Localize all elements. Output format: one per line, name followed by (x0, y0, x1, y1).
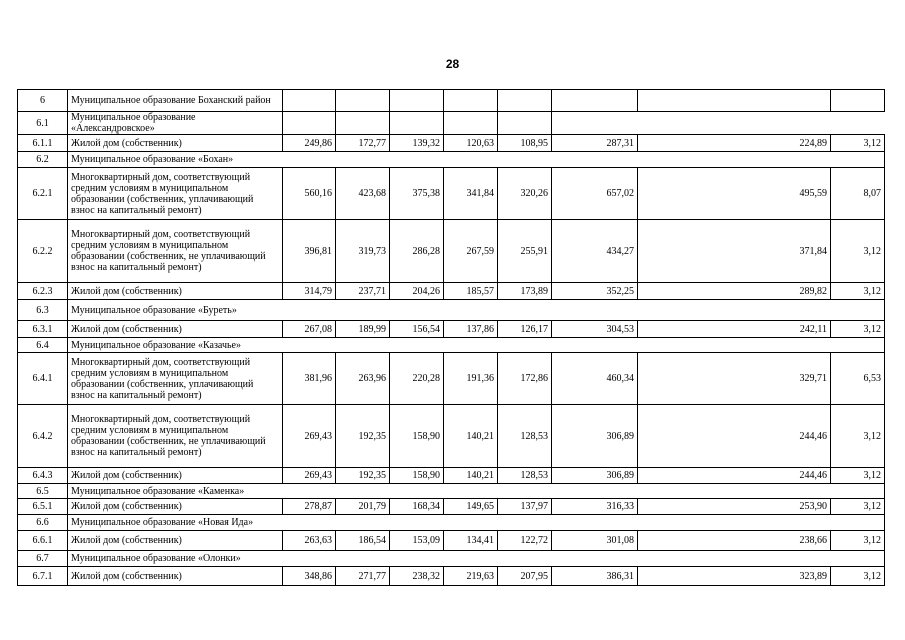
row-value: 3,12 (831, 405, 885, 468)
row-value: 434,27 (552, 220, 638, 283)
row-value: 6,53 (831, 353, 885, 405)
row-value: 263,96 (336, 353, 390, 405)
row-value: 201,79 (336, 499, 390, 515)
section-name: Муниципальное образование «Александровское» (68, 112, 283, 135)
row-value: 371,84 (638, 220, 831, 283)
row-value: 134,41 (444, 531, 498, 551)
row-value: 460,34 (552, 353, 638, 405)
row-value: 173,89 (498, 283, 552, 300)
row-code: 6.2.3 (18, 283, 68, 300)
row-value: 278,87 (283, 499, 336, 515)
section-name: Муниципальное образование «Олонки» (68, 551, 885, 567)
table-row (18, 499, 885, 515)
row-name: Жилой дом (собственник) (68, 283, 283, 300)
row-value: 323,89 (638, 567, 831, 586)
row-value: 329,71 (638, 353, 831, 405)
row-value: 306,89 (552, 468, 638, 484)
table-row (18, 468, 885, 484)
row-code: 6.3.1 (18, 321, 68, 338)
empty-cell (444, 112, 498, 135)
row-value: 219,63 (444, 567, 498, 586)
section-row (18, 112, 885, 135)
row-code: 6.1.1 (18, 135, 68, 152)
row-value: 149,65 (444, 499, 498, 515)
row-value: 244,46 (638, 468, 831, 484)
row-value: 269,43 (283, 405, 336, 468)
row-value: 289,82 (638, 283, 831, 300)
empty-span-cell (552, 112, 885, 135)
row-code: 6.2.2 (18, 220, 68, 283)
row-value: 3,12 (831, 135, 885, 152)
table-row (18, 220, 885, 283)
table-row (18, 405, 885, 468)
row-value: 301,08 (552, 531, 638, 551)
section-row (18, 90, 885, 112)
table-row (18, 283, 885, 300)
empty-cell (831, 90, 885, 112)
empty-cell (283, 112, 336, 135)
row-value: 186,54 (336, 531, 390, 551)
row-value: 238,32 (390, 567, 444, 586)
row-code: 6.4.1 (18, 353, 68, 405)
section-name: Муниципальное образование «Казачье» (68, 338, 885, 353)
row-name: Жилой дом (собственник) (68, 468, 283, 484)
row-value: 108,95 (498, 135, 552, 152)
row-name: Жилой дом (собственник) (68, 499, 283, 515)
section-name: Муниципальное образование «Бохан» (68, 152, 885, 168)
row-value: 242,11 (638, 321, 831, 338)
row-value: 319,73 (336, 220, 390, 283)
row-value: 140,21 (444, 405, 498, 468)
row-value: 396,81 (283, 220, 336, 283)
row-value: 657,02 (552, 168, 638, 220)
row-value: 3,12 (831, 567, 885, 586)
row-value: 172,86 (498, 353, 552, 405)
row-code: 6 (18, 90, 68, 112)
row-value: 306,89 (552, 405, 638, 468)
row-value: 316,33 (552, 499, 638, 515)
row-value: 126,17 (498, 321, 552, 338)
row-value: 249,86 (283, 135, 336, 152)
empty-cell (498, 112, 552, 135)
row-value: 137,97 (498, 499, 552, 515)
row-value: 224,89 (638, 135, 831, 152)
row-code: 6.7 (18, 551, 68, 567)
row-value: 128,53 (498, 468, 552, 484)
row-value: 263,63 (283, 531, 336, 551)
page-number: 28 (445, 57, 460, 71)
table-row (18, 567, 885, 586)
row-value: 381,96 (283, 353, 336, 405)
row-value: 8,07 (831, 168, 885, 220)
section-name: Муниципальное образование «Каменка» (68, 484, 885, 499)
row-value: 238,66 (638, 531, 831, 551)
row-code: 6.1 (18, 112, 68, 135)
row-value: 255,91 (498, 220, 552, 283)
row-value: 267,59 (444, 220, 498, 283)
row-value: 253,90 (638, 499, 831, 515)
row-name: Многоквартирный дом, соответствующий средним условиям в муниципальном образовании (собственник, не уплачивающий взнос на капитальный ремонт) (68, 405, 283, 468)
row-code: 6.4.2 (18, 405, 68, 468)
row-value: 172,77 (336, 135, 390, 152)
row-value: 120,63 (444, 135, 498, 152)
row-value: 3,12 (831, 283, 885, 300)
row-name: Жилой дом (собственник) (68, 531, 283, 551)
row-value: 3,12 (831, 499, 885, 515)
row-value: 192,35 (336, 405, 390, 468)
row-code: 6.7.1 (18, 567, 68, 586)
section-row (18, 551, 885, 567)
empty-cell (336, 90, 390, 112)
empty-cell (390, 112, 444, 135)
row-value: 220,28 (390, 353, 444, 405)
empty-cell (444, 90, 498, 112)
row-name: Многоквартирный дом, соответствующий средним условиям в муниципальном образовании (собственник, уплачивающий взнос на капитальный ремонт) (68, 168, 283, 220)
section-row (18, 338, 885, 353)
empty-cell (336, 112, 390, 135)
row-value: 207,95 (498, 567, 552, 586)
row-code: 6.5 (18, 484, 68, 499)
empty-cell (283, 90, 336, 112)
row-code: 6.5.1 (18, 499, 68, 515)
row-code: 6.2.1 (18, 168, 68, 220)
row-value: 495,59 (638, 168, 831, 220)
row-value: 320,26 (498, 168, 552, 220)
row-code: 6.2 (18, 152, 68, 168)
section-row (18, 152, 885, 168)
row-value: 341,84 (444, 168, 498, 220)
section-row (18, 515, 885, 531)
row-name: Жилой дом (собственник) (68, 135, 283, 152)
row-value: 185,57 (444, 283, 498, 300)
row-value: 137,86 (444, 321, 498, 338)
section-name: Муниципальное образование Боханский район (68, 90, 283, 112)
row-value: 191,36 (444, 353, 498, 405)
row-value: 156,54 (390, 321, 444, 338)
row-name: Многоквартирный дом, соответствующий средним условиям в муниципальном образовании (собственник, не уплачивающий взнос на капитальный ремонт) (68, 220, 283, 283)
row-value: 348,86 (283, 567, 336, 586)
table-row (18, 321, 885, 338)
row-code: 6.6 (18, 515, 68, 531)
row-value: 286,28 (390, 220, 444, 283)
row-value: 3,12 (831, 468, 885, 484)
row-value: 423,68 (336, 168, 390, 220)
row-value: 304,53 (552, 321, 638, 338)
section-name: Муниципальное образование «Новая Ида» (68, 515, 885, 531)
row-value: 352,25 (552, 283, 638, 300)
tariff-table (17, 89, 885, 586)
row-value: 314,79 (283, 283, 336, 300)
section-row (18, 300, 885, 321)
row-code: 6.4 (18, 338, 68, 353)
empty-cell (390, 90, 444, 112)
empty-cell (498, 90, 552, 112)
row-code: 6.3 (18, 300, 68, 321)
row-name: Жилой дом (собственник) (68, 567, 283, 586)
section-row (18, 484, 885, 499)
empty-cell (552, 90, 638, 112)
table-body (18, 90, 885, 586)
row-value: 287,31 (552, 135, 638, 152)
row-value: 375,38 (390, 168, 444, 220)
row-value: 192,35 (336, 468, 390, 484)
row-code: 6.6.1 (18, 531, 68, 551)
row-value: 122,72 (498, 531, 552, 551)
row-value: 204,26 (390, 283, 444, 300)
row-value: 158,90 (390, 468, 444, 484)
table-row (18, 135, 885, 152)
table-row (18, 353, 885, 405)
row-value: 158,90 (390, 405, 444, 468)
row-value: 3,12 (831, 531, 885, 551)
row-value: 237,71 (336, 283, 390, 300)
row-value: 244,46 (638, 405, 831, 468)
table-row (18, 168, 885, 220)
row-value: 139,32 (390, 135, 444, 152)
section-name: Муниципальное образование «Буреть» (68, 300, 885, 321)
row-value: 3,12 (831, 220, 885, 283)
row-name: Жилой дом (собственник) (68, 321, 283, 338)
row-value: 189,99 (336, 321, 390, 338)
row-name: Многоквартирный дом, соответствующий средним условиям в муниципальном образовании (собственник, уплачивающий взнос на капитальный ремонт) (68, 353, 283, 405)
row-value: 267,08 (283, 321, 336, 338)
row-value: 386,31 (552, 567, 638, 586)
row-code: 6.4.3 (18, 468, 68, 484)
row-value: 140,21 (444, 468, 498, 484)
empty-cell (638, 90, 831, 112)
row-value: 3,12 (831, 321, 885, 338)
row-value: 271,77 (336, 567, 390, 586)
row-value: 168,34 (390, 499, 444, 515)
row-value: 269,43 (283, 468, 336, 484)
row-value: 128,53 (498, 405, 552, 468)
row-value: 560,16 (283, 168, 336, 220)
row-value: 153,09 (390, 531, 444, 551)
table-row (18, 531, 885, 551)
